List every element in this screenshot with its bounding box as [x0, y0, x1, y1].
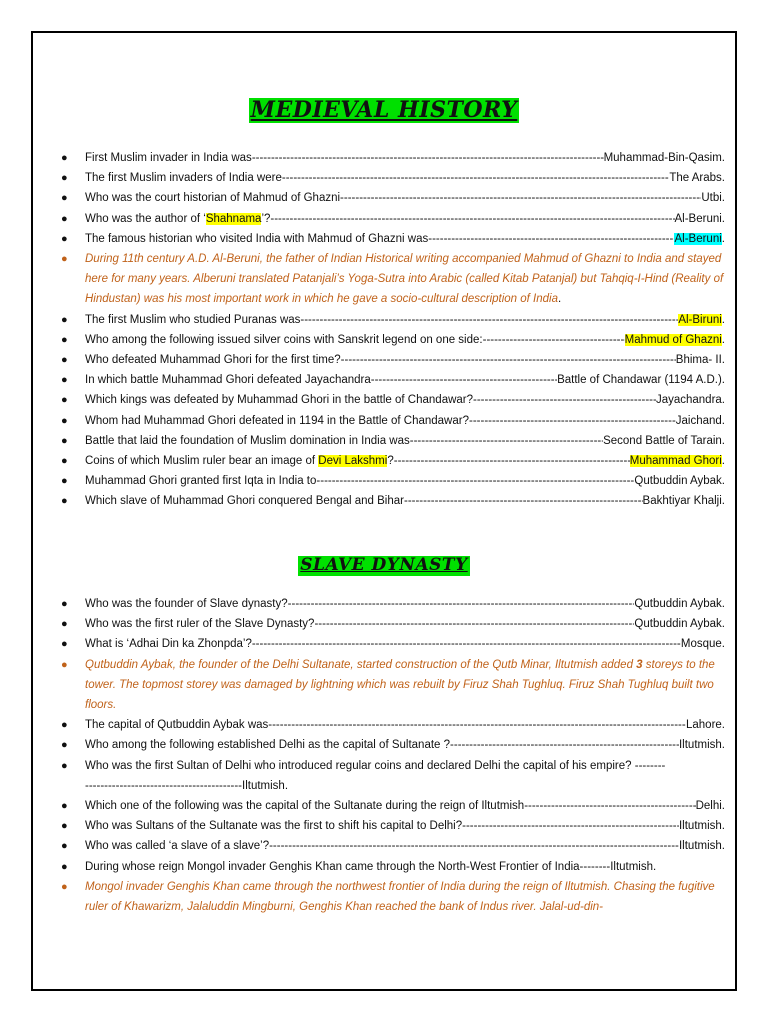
question-text: Who was the founder of Slave dynasty? [85, 598, 288, 610]
question-text: The first Muslim invaders of India were [85, 172, 282, 185]
question-text: Who was Sultans of the Sultanate was the first to shift his capital to Delhi? [85, 820, 463, 833]
answer-text: Iltutmish. [678, 820, 725, 833]
question-text: Who defeated Muhammad Ghori for the first time? [85, 354, 341, 367]
answer-text: Bhima- II. [675, 354, 725, 367]
answer-text: Battle of Chandawar (1194 A.D.). [557, 374, 725, 387]
note-paragraph [33, 249, 735, 310]
answer-text: Delhi. [695, 800, 725, 813]
answer-text [630, 451, 725, 471]
bullet-icon: ● [61, 800, 68, 813]
question-text: Who was the first ruler of the Slave Dynasty? [85, 618, 315, 631]
question-text: Muhammad Ghori granted first Iqta in India to [85, 475, 317, 488]
list-item [33, 330, 735, 350]
answer-text: Qutbuddin Aybak. [634, 475, 725, 488]
question-text: Whom had Muhammad Ghori defeated in 1194 in the Battle of Chandawar? [85, 414, 469, 427]
bullet-icon: ● [61, 455, 68, 468]
question-text: Which slave of Muhammad Ghori conquered Bengal and Bihar [85, 495, 404, 508]
answer-suffix: . [721, 313, 725, 326]
list-item [33, 209, 735, 229]
bullet-icon: ● [61, 313, 68, 326]
bullet-icon: ● [61, 253, 68, 266]
question-list-medieval [33, 148, 735, 512]
list-item [33, 836, 735, 856]
answer-suffix: . [721, 232, 725, 245]
bullet-icon: ● [61, 820, 68, 833]
answer-text: Iltutmish. [678, 840, 725, 853]
section-title: SLAVE DYNASTY [300, 555, 468, 575]
list-item [33, 796, 735, 816]
highlighted-answer: Muhammad Ghori [629, 455, 722, 468]
bullet-icon: ● [61, 374, 68, 387]
question-text: In which battle Muhammad Ghori defeated Jayachandra- [85, 374, 375, 387]
note-paragraph [33, 655, 735, 716]
question-text: Who among the following issued silver coins with Sanskrit legend on one side: [85, 333, 483, 346]
list-item [33, 857, 735, 877]
list-item [33, 148, 735, 168]
bullet-icon: ● [61, 618, 68, 631]
highlighted-answer: Mahmud of Ghazni [624, 333, 722, 346]
list-item [33, 756, 735, 796]
question-text: First Muslim invader in India was [85, 152, 252, 164]
answer-text [674, 229, 725, 249]
question-text [85, 451, 394, 471]
answer-text: Iltutmish. [678, 739, 725, 752]
list-item [33, 634, 735, 654]
answer-text: Muhammad-Bin-Qasim. [603, 152, 725, 164]
question-text: Who was the court historian of Mahmud of Ghazni [85, 192, 341, 205]
answer-text: Qutbuddin Aybak. [634, 618, 725, 631]
question-text-pre: Who was the author of ‘ [85, 212, 206, 225]
document-page [31, 31, 737, 991]
highlighted-term: Devi Lakshmi [318, 455, 388, 468]
title-wrap [33, 97, 735, 123]
bullet-icon: ● [61, 414, 68, 427]
answer-text [625, 330, 725, 350]
question-text [85, 209, 270, 229]
bullet-icon: ● [61, 475, 68, 488]
bullet-icon: ● [61, 598, 68, 610]
bullet-icon: ● [61, 840, 68, 853]
question-text: During whose reign Mongol invader Genghis Khan came through the North-West Frontier of India-------- [85, 860, 611, 873]
question-text-post: ’? [261, 212, 271, 225]
question-text: What is ‘Adhai Din ka Zhonpda’? [85, 638, 252, 651]
bullet-icon: ● [61, 172, 68, 185]
list-item [33, 168, 735, 188]
answer-text: Second Battle of Tarain. [603, 434, 725, 447]
list-item [33, 370, 735, 390]
answer-text [678, 310, 725, 330]
list-item [33, 491, 735, 511]
list-item [33, 350, 735, 370]
question-text: Which one of the following was the capital of the Sultanate during the reign of Iltutmish [85, 800, 525, 813]
list-item [33, 390, 735, 410]
question-text: The famous historian who visited India with Mahmud of Ghazni was [85, 232, 429, 245]
highlighted-answer: Al-Biruni [678, 313, 722, 326]
highlighted-answer: Al-Beruni [674, 232, 722, 245]
list-item [33, 310, 735, 330]
note-text: Qutbuddin Aybak, the founder of the Delhi Sultanate, started construction of the Qutb Minar, Iltutmish added [85, 658, 637, 671]
bullet-icon: ● [61, 638, 68, 651]
answer-text: Jaichand. [675, 414, 725, 427]
note-text-cont: storeys to the tower. The topmost storey was damaged by lightning which was rebuilt by Firuz Shah Tughluq. Firuz Shah Tughluq built two floors. [85, 658, 715, 712]
list-item [33, 411, 735, 431]
question-list-slave-dynasty [33, 594, 735, 917]
question-text: The capital of Qutbuddin Aybak was [85, 719, 269, 732]
list-item [33, 735, 735, 755]
bullet-icon: ● [61, 860, 68, 873]
section-title-wrap [33, 555, 735, 576]
bullet-icon: ● [61, 354, 68, 367]
answer-suffix: . [721, 455, 725, 468]
bullet-icon: ● [61, 658, 68, 671]
note-paragraph [33, 877, 735, 917]
answer-text: Mosque. [680, 638, 725, 651]
bullet-icon: ● [61, 880, 68, 893]
bullet-icon: ● [61, 495, 68, 508]
list-item [33, 188, 735, 208]
bullet-icon: ● [61, 333, 68, 346]
question-text: Battle that laid the foundation of Muslim domination in India was [85, 434, 410, 447]
bullet-icon: ● [61, 719, 68, 732]
bullet-icon: ● [61, 232, 68, 245]
list-item [33, 594, 735, 614]
question-text: Who among the following established Delhi as the capital of Sultanate ? [85, 739, 451, 752]
bullet-icon: ● [61, 434, 68, 447]
question-text: Which kings was defeated by Muhammad Ghori in the battle of Chandawar? [85, 394, 474, 407]
question-text: The first Muslim who studied Puranas was [85, 313, 301, 326]
bullet-icon: ● [61, 212, 68, 225]
answer-text: Utbi. [701, 192, 725, 205]
bullet-icon: ● [61, 739, 68, 752]
list-item [33, 715, 735, 735]
answer-text: Lahore. [685, 719, 725, 732]
page-title: MEDIEVAL HISTORY [250, 97, 518, 123]
question-text-pre: Coins of which Muslim ruler bear an image of [85, 455, 319, 468]
note-suffix: . [558, 293, 562, 306]
answer-text: Jayachandra. [655, 394, 725, 407]
answer-text: Iltutmish. [610, 860, 657, 873]
question-text: Who was called ‘a slave of a slave’? [85, 840, 270, 853]
list-item [33, 816, 735, 836]
list-item [33, 229, 735, 249]
question-text-post: ? [387, 455, 394, 468]
answer-text: Bakhtiyar Khalji. [642, 495, 725, 508]
bullet-icon: ● [61, 394, 68, 407]
note-text: During 11th century A.D. Al-Beruni, the father of Indian Historical writing accompanied Mahmud of Ghazni to India and stayed here for many years. Alberuni translated Patanjali’s Yoga-Sutra into Arabic (called Kitab Patanjal) but Tahqiq-I-Hind (Reality of Hindustan) was his most important work in which he gave a socio-cultural description of India [85, 253, 724, 306]
list-item [33, 614, 735, 634]
note-text: Mongol invader Genghis Khan came through the northwest frontier of India during the reign of Iltutmish. Chasing the fugitive ruler of Khawarizm, Jalaluddin Mingburni, Genghis Khan reached the bank of Indus river. Jalal-ud-din- [85, 880, 715, 914]
bullet-icon: ● [61, 192, 68, 205]
answer-text: Qutbuddin Aybak. [634, 598, 725, 610]
list-item [33, 471, 735, 491]
bullet-icon: ● [61, 152, 68, 164]
list-item [33, 451, 735, 471]
answer-text: The Arabs. [669, 172, 725, 185]
highlighted-term: Shahnama [205, 212, 262, 225]
answer-text: Al-Beruni. [674, 212, 725, 225]
note-bold-number: 3 [636, 658, 643, 671]
answer-suffix: . [721, 333, 725, 346]
question-text: Who was the first Sultan of Delhi who introduced regular coins and declared Delhi the capital of his empire? -------- [85, 759, 666, 772]
list-item [33, 431, 735, 451]
answer-text: -----------------------------------------Iltutmish. [85, 779, 289, 792]
bullet-icon: ● [61, 759, 68, 772]
